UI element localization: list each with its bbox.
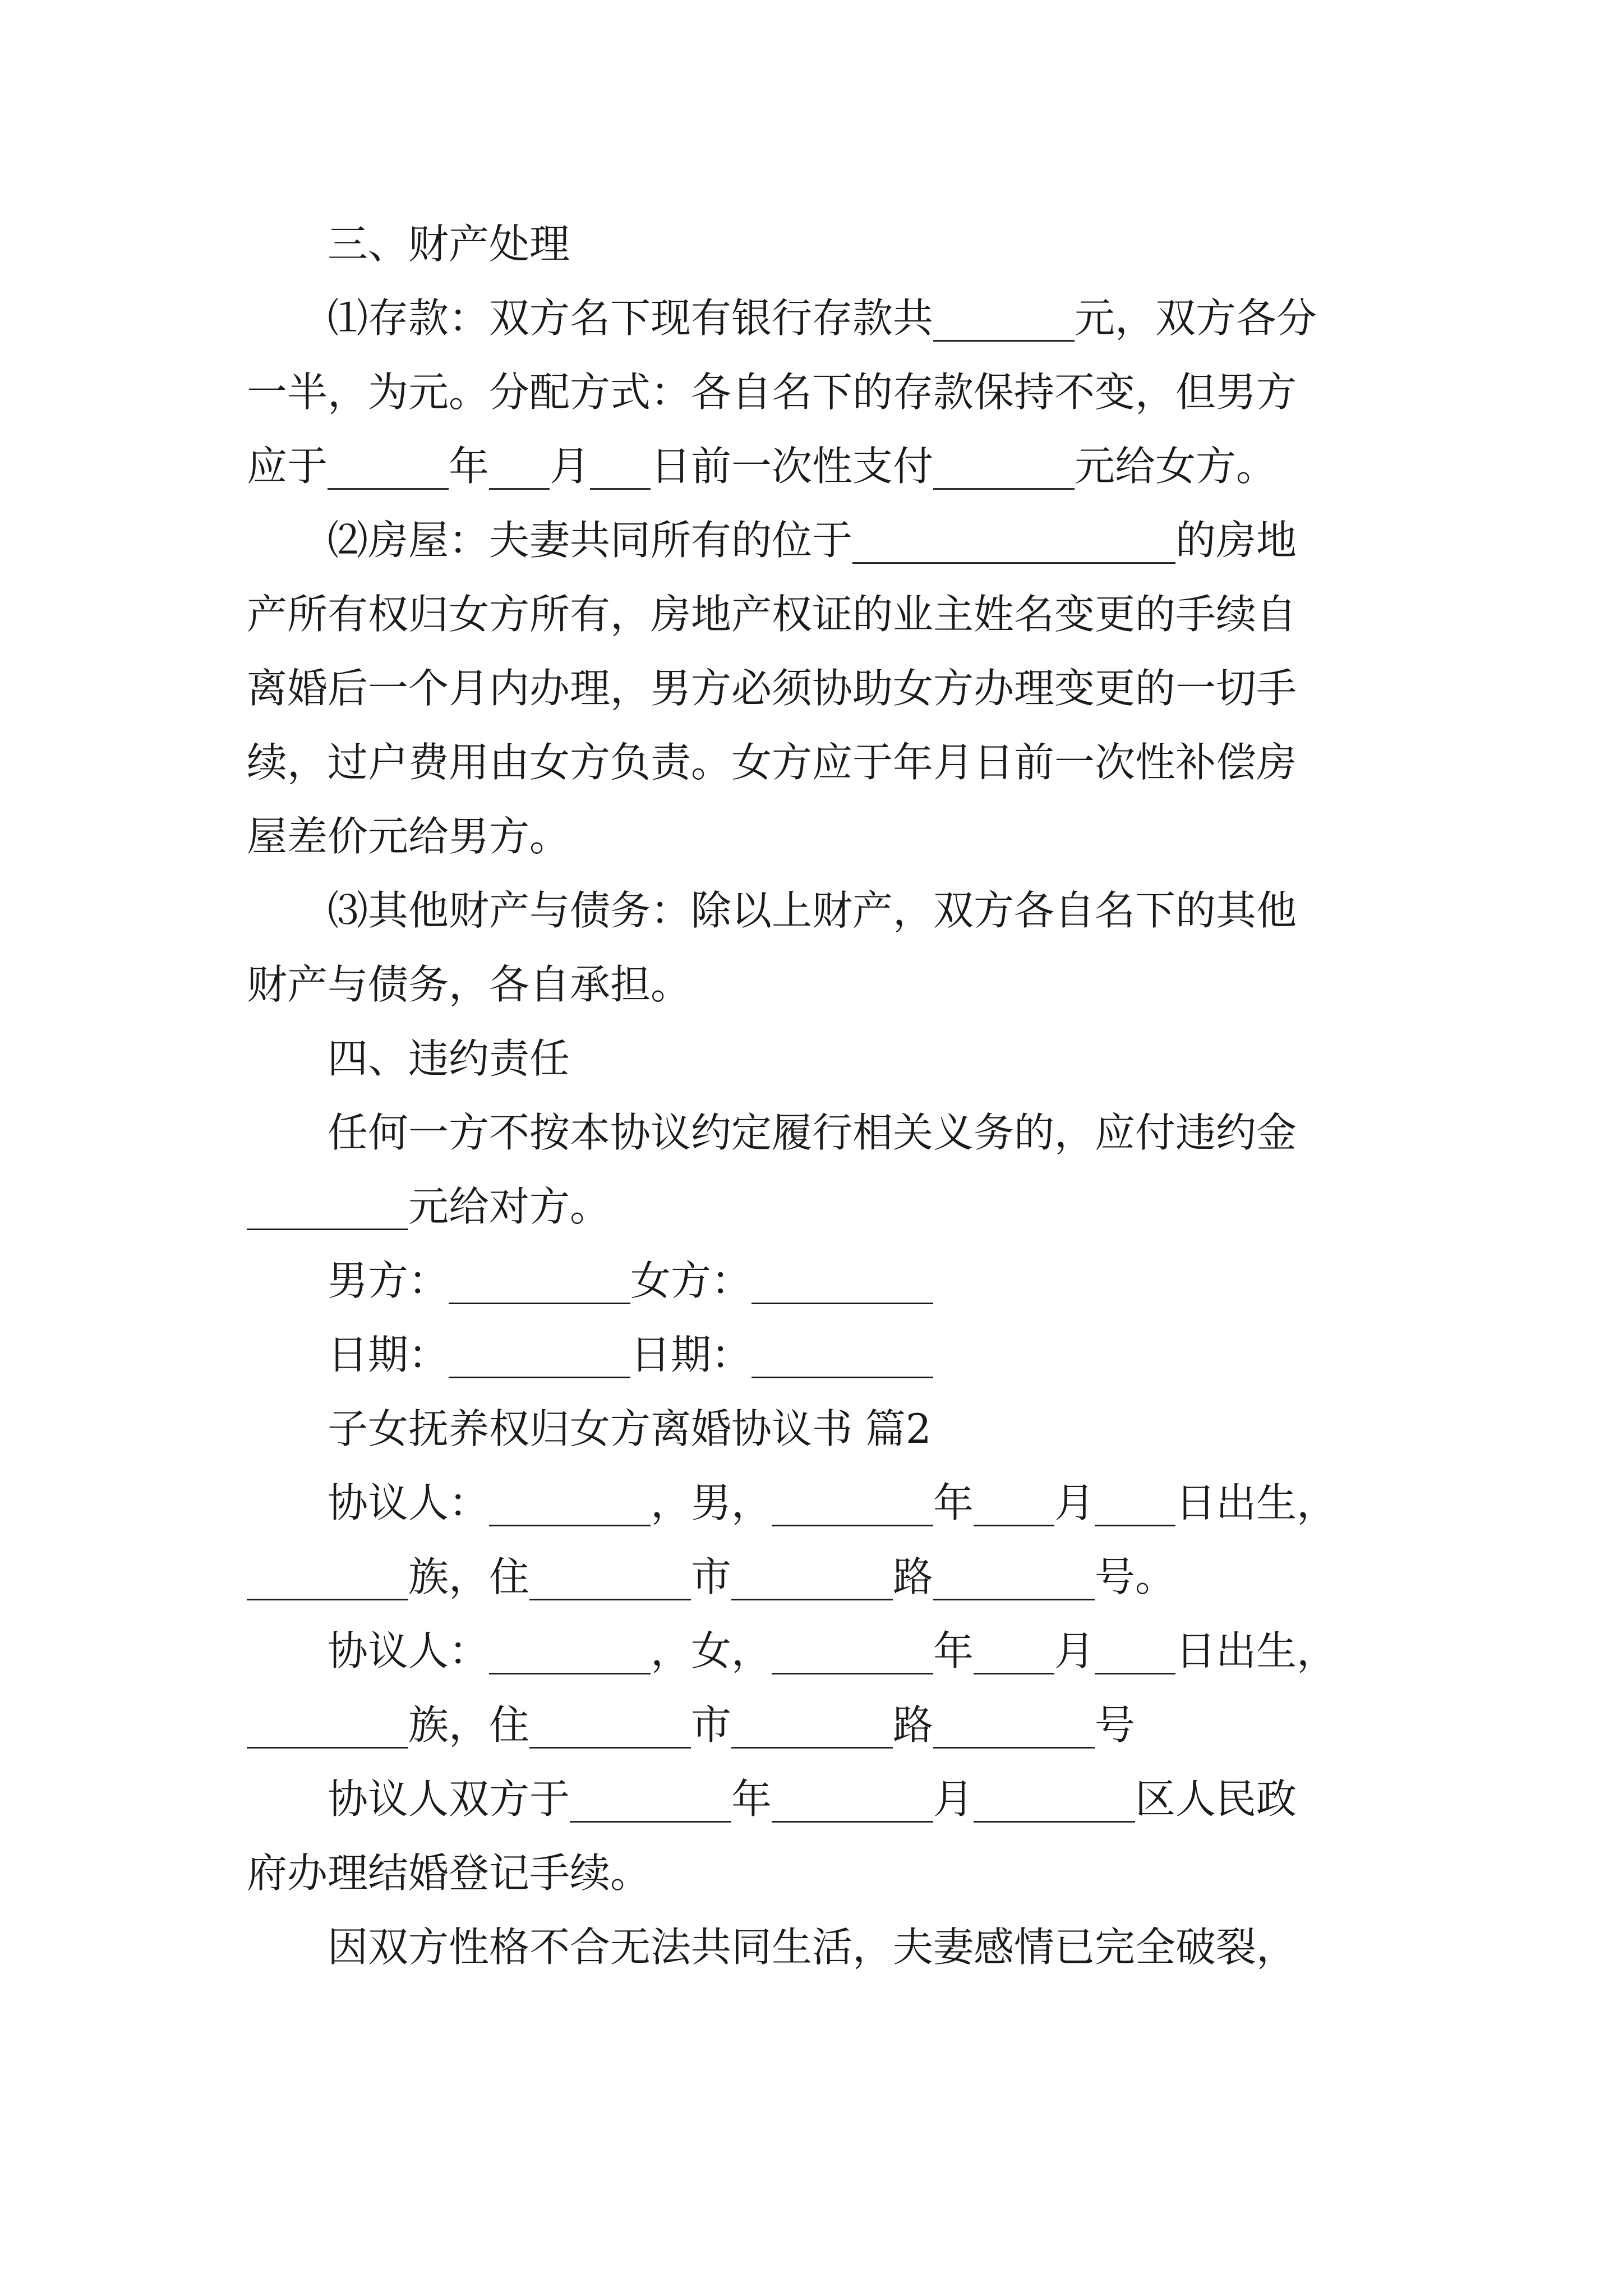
paragraph-line: 因双方性格不合无法共同生活，夫妻感情已完全破裂， xyxy=(247,1924,1297,1971)
section-heading-property: 三、财产处理 xyxy=(247,220,570,268)
paragraph-line: 屋差价元给男方。 xyxy=(247,813,570,860)
paragraph-line: 续，过户费用由女方负责。女方应于年月日前一次性补偿房 xyxy=(247,739,1297,786)
paragraph-line: ⑵房屋：夫妻共同所有的位于________________的房地 xyxy=(247,517,1297,564)
paragraph-line: ________族，住________市________路________号 xyxy=(247,1701,1136,1749)
paragraph-line: 任何一方不按本协议约定履行相关义务的，应付违约金 xyxy=(247,1109,1297,1156)
paragraph-line: 离婚后一个月内办理，男方必须协助女方办理变更的一切手 xyxy=(247,665,1297,712)
paragraph-line: ⑶其他财产与债务：除以上财产，双方各自名下的其他 xyxy=(247,887,1297,934)
paragraph-line: ⑴存款：双方名下现有银行存款共_______元，双方各分 xyxy=(247,295,1317,342)
paragraph-line: ________族，住________市________路________号。 xyxy=(247,1553,1176,1600)
paragraph-line: 一半，为元。分配方式：各自名下的存款保持不变，但男方 xyxy=(247,369,1297,416)
paragraph-line: 府办理结婚登记手续。 xyxy=(247,1849,651,1897)
paragraph-line: ________元给对方。 xyxy=(247,1183,611,1230)
paragraph-line: 协议人：________，女，________年____月____日出生， xyxy=(247,1627,1338,1674)
paragraph-line: 财产与债务，各自承担。 xyxy=(247,961,691,1008)
date-line: 日期：_________日期：_________ xyxy=(247,1331,934,1378)
signature-line: 男方：_________女方：_________ xyxy=(247,1257,934,1304)
document-title: 子女抚养权归女方离婚协议书 篇2 xyxy=(247,1405,932,1452)
paragraph-line: 协议人双方于________年________月________区人民政 xyxy=(247,1775,1297,1823)
section-heading-breach: 四、违约责任 xyxy=(247,1035,570,1082)
paragraph-line: 协议人：________，男，________年____月____日出生， xyxy=(247,1479,1338,1526)
paragraph-line: 产所有权归女方所有，房地产权证的业主姓名变更的手续自 xyxy=(247,591,1297,638)
paragraph-line: 应于______年___月___日前一次性支付_______元给女方。 xyxy=(247,443,1277,490)
